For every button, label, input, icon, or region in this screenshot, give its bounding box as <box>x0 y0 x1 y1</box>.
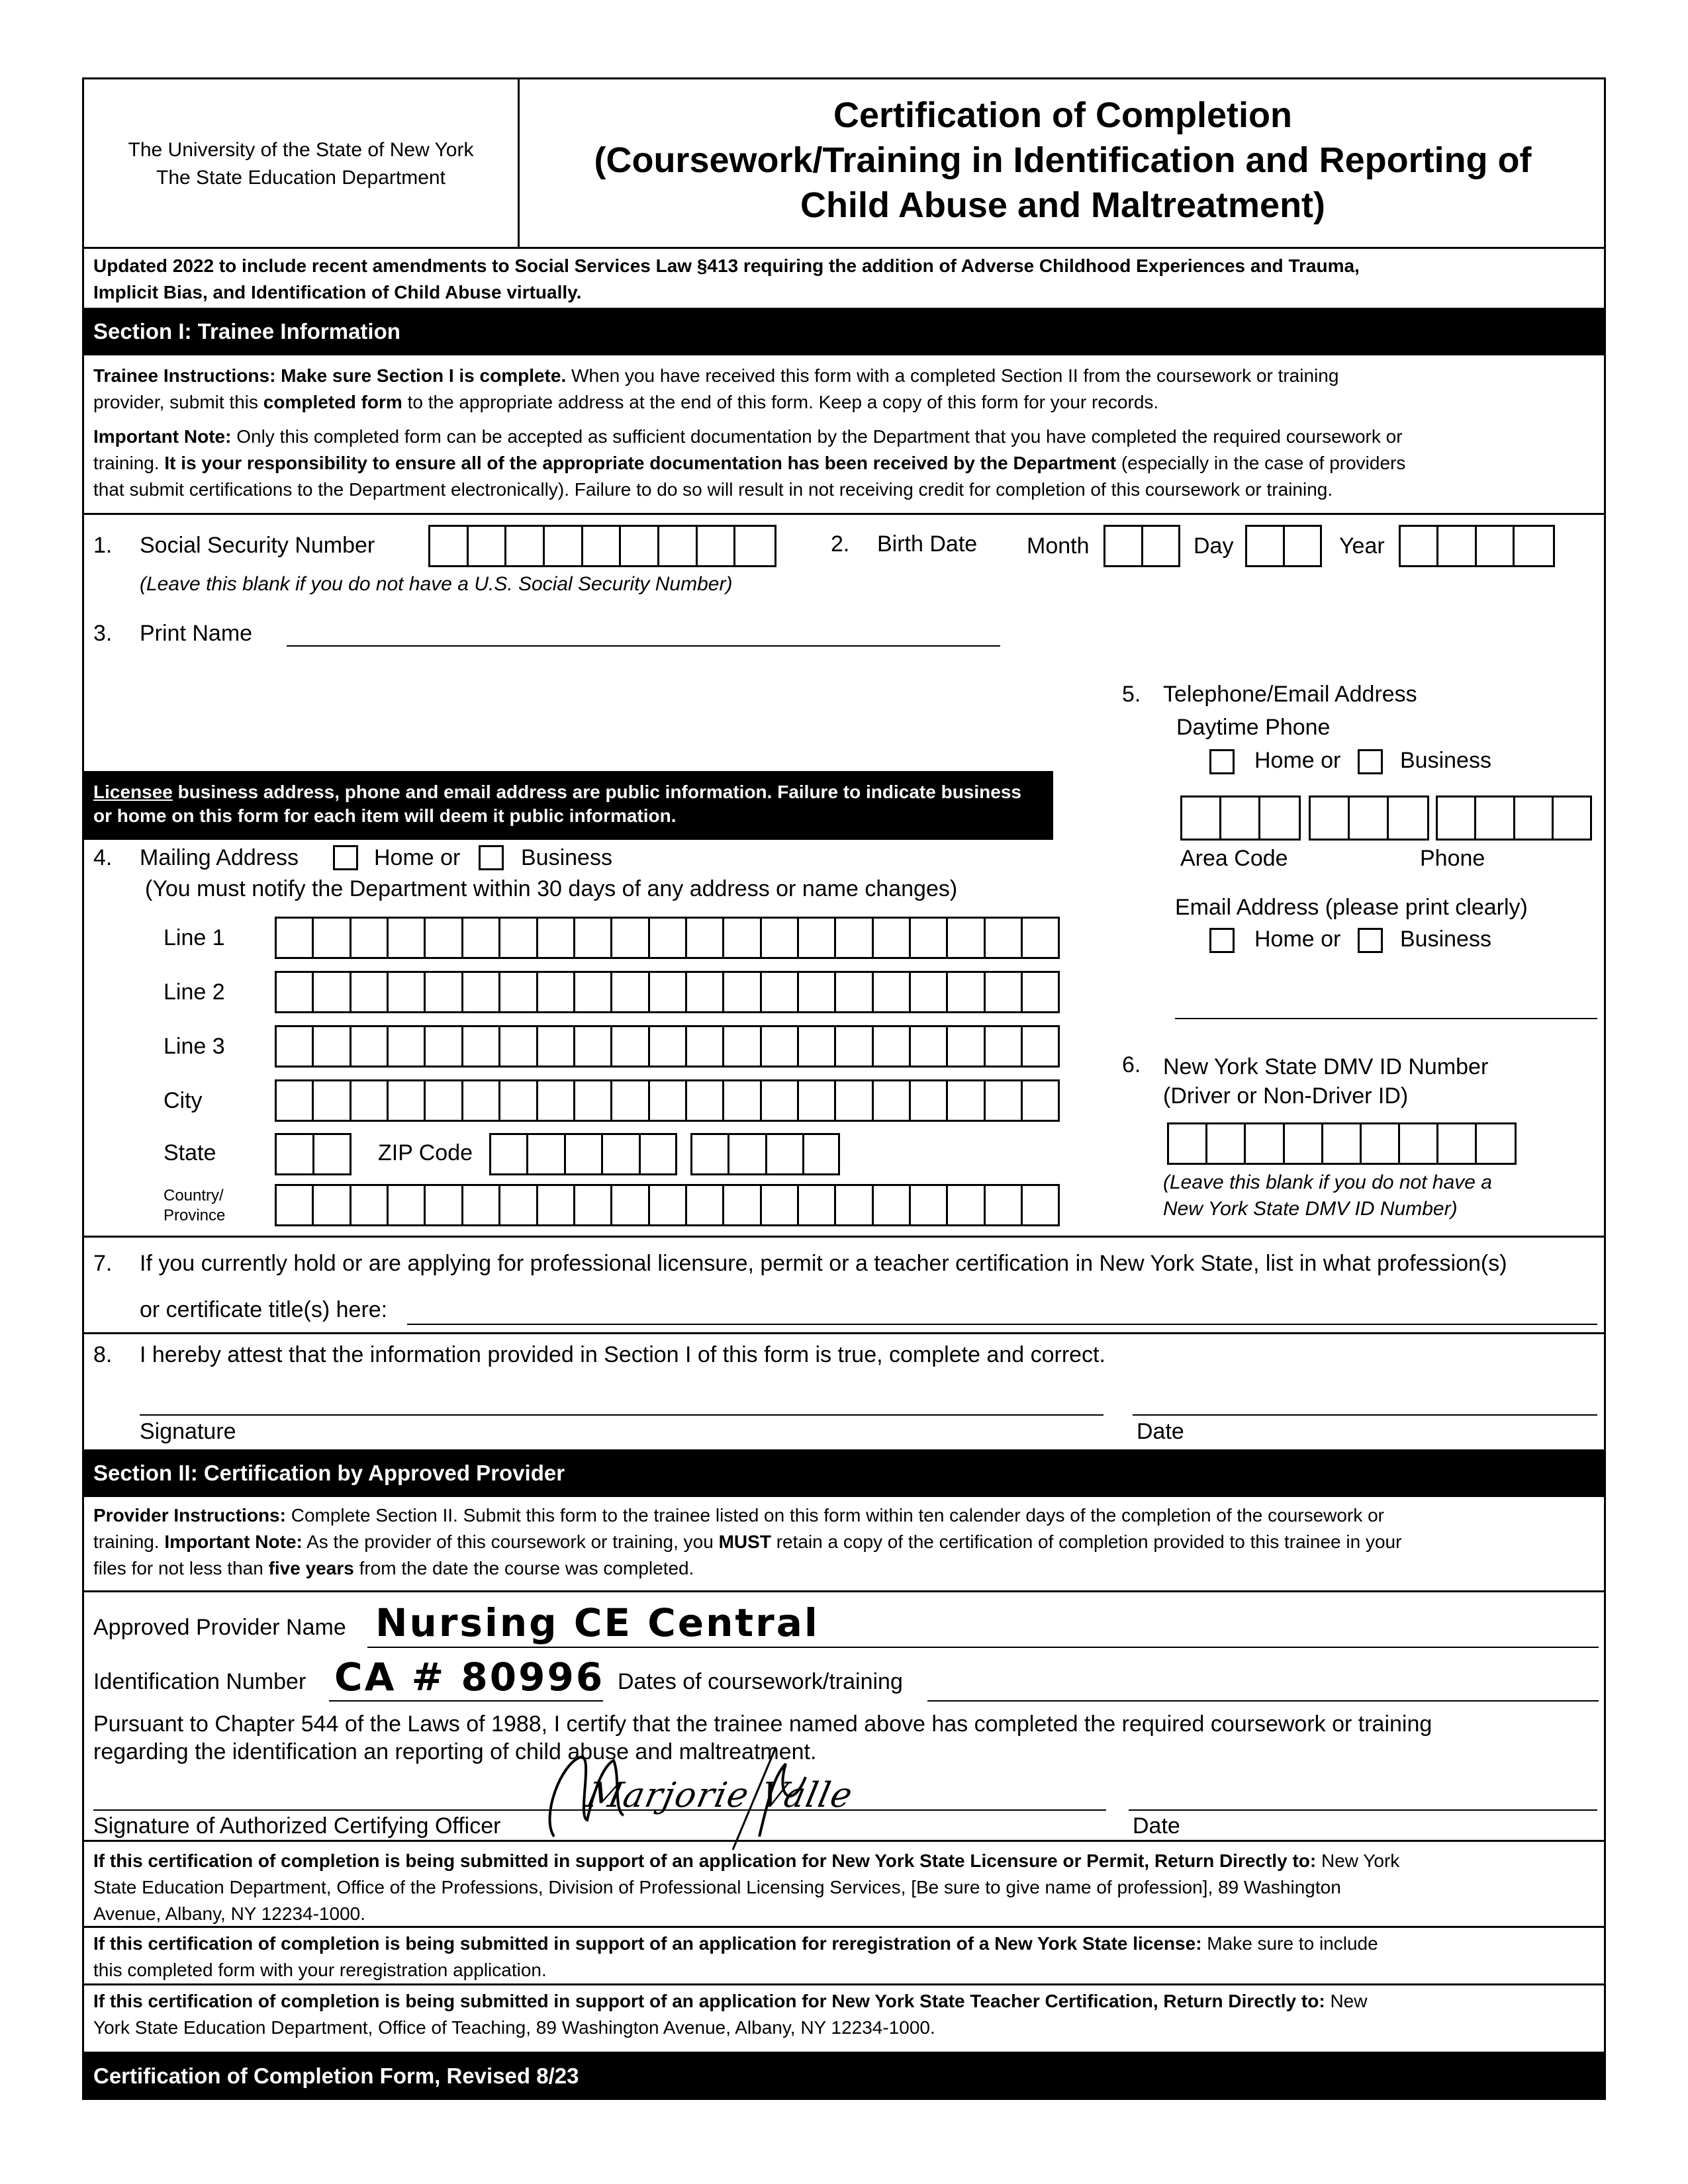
birth-label: Birth Date <box>877 531 978 557</box>
pursuant-text: Pursuant to Chapter 544 of the Laws of 1988, I certify that the trainee named above has completed the required coursework or training regarding the identification an reporting of child abuse and maltreatment. <box>93 1711 1432 1764</box>
section2-title: Section II: Certification by Approved Provider <box>84 1449 1604 1497</box>
id-value: CA # 80996 <box>334 1655 605 1700</box>
mail-label: Mailing Address <box>140 845 299 870</box>
city-input[interactable] <box>275 1079 1060 1122</box>
email-business-label: Business <box>1400 927 1491 952</box>
email-label: Email Address (please print clearly) <box>1175 895 1528 920</box>
daytime-phone-label: Daytime Phone <box>1176 715 1331 740</box>
zip-input[interactable] <box>489 1133 677 1175</box>
email-business-checkbox[interactable] <box>1358 928 1383 953</box>
birth-year-input[interactable] <box>1399 525 1555 567</box>
phone-line-input[interactable] <box>1436 796 1592 841</box>
officer-label: Signature of Authorized Certifying Officer <box>93 1813 501 1839</box>
name-number: 3. <box>93 621 113 646</box>
tel-label: Telephone/Email Address <box>1163 682 1417 707</box>
return-reregistration: If this certification of completion is being submitted in support of an application for reregistration of a New York State license: Make sure to include this completed form with your reregistration application. <box>93 1933 1378 1980</box>
divider <box>84 1332 1604 1334</box>
attest-number: 8. <box>93 1342 113 1367</box>
provider-instructions: Provider Instructions: Complete Section II. Submit this form to the trainee listed on this form within ten calender days of the completion of the coursework or training. Important Note: As the provider of this coursework or training, you MUST retain a copy of the certification of completion provided to this trainee in your files for not less than five years from the date the course was completed. <box>93 1505 1402 1578</box>
country-label: Country/ Province <box>164 1187 226 1224</box>
update-note: Updated 2022 to include recent amendments to Social Services Law §413 requiring the addition of Adverse Childhood Experiences and Trauma, Implicit Bias, and Identification of Child Abuse virtually. <box>93 255 1360 302</box>
print-name-line[interactable] <box>287 645 1000 647</box>
day-label: Day <box>1194 533 1234 559</box>
phone-prefix-input[interactable] <box>1309 796 1429 841</box>
ssn-input[interactable] <box>428 525 776 567</box>
area-code-label: Area Code <box>1180 846 1288 871</box>
provider-value: Nursing CE Central <box>375 1600 820 1645</box>
dmv-label: New York State DMV ID Number (Driver or Non-Driver ID) <box>1163 1054 1489 1109</box>
id-line[interactable] <box>329 1700 603 1702</box>
provider-line[interactable] <box>367 1647 1599 1648</box>
line1-input[interactable] <box>275 917 1060 959</box>
handwritten-signature: Marjorie Valle <box>514 1737 885 1856</box>
tel-number: 5. <box>1122 682 1141 707</box>
signature-stroke <box>514 1737 885 1856</box>
provider-label: Approved Provider Name <box>93 1615 346 1640</box>
trainee-date-line[interactable] <box>1133 1414 1597 1416</box>
year-label: Year <box>1339 533 1385 559</box>
section1-title: Section I: Trainee Information <box>84 308 1604 355</box>
dmv-hint: (Leave this blank if you do not have a New York State DMV ID Number) <box>1163 1171 1492 1220</box>
prof-question-2: or certificate title(s) here: <box>140 1297 388 1322</box>
divider <box>84 1236 1604 1238</box>
licensee-notice: Licensee business address, phone and email address are public information. Failure to indicate business or home on this form for each item will deem it public information. <box>84 771 1053 840</box>
dmv-id-input[interactable] <box>1167 1122 1517 1165</box>
trainee-instructions: Trainee Instructions: Make sure Section I is complete. When you have received this form with a completed Section II from the coursework or training provider, submit this completed form to the appropriate address at the end of this form. Keep a copy of this form for your records. <box>93 365 1339 412</box>
mail-business-label: Business <box>521 845 612 870</box>
dates-line[interactable] <box>927 1700 1599 1702</box>
zip-label: ZIP Code <box>378 1140 473 1165</box>
state-label: State <box>164 1140 216 1165</box>
date-label: Date <box>1137 1419 1184 1444</box>
divider <box>84 513 1604 515</box>
phone-label: Phone <box>1420 846 1485 871</box>
area-code-input[interactable] <box>1180 796 1301 841</box>
birth-month-input[interactable] <box>1103 525 1180 567</box>
birth-day-input[interactable] <box>1245 525 1322 567</box>
ssn-label: Social Security Number <box>140 533 375 558</box>
dates-label: Dates of coursework/training <box>618 1669 903 1694</box>
phone-business-checkbox[interactable] <box>1358 749 1383 774</box>
prof-number: 7. <box>93 1251 113 1276</box>
phone-home-label: Home or <box>1254 748 1341 773</box>
return-teacher: If this certification of completion is being submitted in support of an application for New York State Teacher Certification, Return Directly to: New York State Education Department, Office of Teaching, 89 Washington Avenue, Albany, NY 12234-1000. <box>93 1991 1368 2038</box>
form-footer: Certification of Completion Form, Revised 8/23 <box>84 2052 1604 2100</box>
divider <box>84 1590 1604 1592</box>
name-label: Print Name <box>140 621 253 646</box>
divider <box>84 1926 1604 1928</box>
certification-form <box>82 77 1606 2100</box>
country-input[interactable] <box>275 1184 1060 1226</box>
email-home-label: Home or <box>1254 927 1341 952</box>
id-label: Identification Number <box>93 1669 306 1694</box>
mail-number: 4. <box>93 845 113 870</box>
phone-business-label: Business <box>1400 748 1491 773</box>
zip-plus4-input[interactable] <box>690 1133 840 1175</box>
birth-number: 2. <box>831 531 850 557</box>
trainee-signature-line[interactable] <box>140 1414 1103 1416</box>
important-note: Important Note: Only this completed form can be accepted as sufficient documentation by the Department that you have completed the required coursework or training. It is your responsibility to ensure all of the appropriate documentation has been received by the Department (especially in the case of providers that submit certifications to the Department electronically). Failure to do so will result in not receiving credit for completion of this coursework or training. <box>93 426 1406 500</box>
prof-question: If you currently hold or are applying for professional licensure, permit or a teacher certification in New York State, list in what profession(s) <box>140 1251 1507 1276</box>
line2-label: Line 2 <box>164 979 225 1005</box>
email-line[interactable] <box>1175 1018 1597 1019</box>
page-title: Certification of Completion (Coursework/Training in Identification and Reporting of Child Abuse and Maltreatment) <box>594 95 1532 225</box>
city-label: City <box>164 1088 203 1113</box>
email-home-checkbox[interactable] <box>1209 928 1235 953</box>
ssn-number: 1. <box>93 533 113 558</box>
profession-line[interactable] <box>407 1324 1597 1325</box>
signature-label: Signature <box>140 1419 236 1444</box>
return-licensure: If this certification of completion is being submitted in support of an application for New York State Licensure or Permit, Return Directly to: New York State Education Department, Office of the Professions, Division of Professional Licensing Services, [Be sure to give name of profession], 89 Washington Avenue, Albany, NY 12234-1000. <box>93 1850 1400 1924</box>
officer-date-label: Date <box>1133 1813 1180 1839</box>
dmv-number: 6. <box>1122 1052 1141 1077</box>
mail-home-checkbox[interactable] <box>333 845 358 870</box>
line1-label: Line 1 <box>164 925 225 950</box>
divider <box>84 1840 1604 1842</box>
line3-input[interactable] <box>275 1025 1060 1068</box>
phone-home-checkbox[interactable] <box>1209 749 1235 774</box>
divider <box>84 1983 1604 1985</box>
state-input[interactable] <box>275 1133 352 1175</box>
mail-business-checkbox[interactable] <box>479 845 504 870</box>
ssn-hint: (Leave this blank if you do not have a U.S. Social Security Number) <box>140 573 733 595</box>
mail-hint: (You must notify the Department within 30 days of any address or name changes) <box>145 876 958 901</box>
line2-input[interactable] <box>275 971 1060 1013</box>
mail-home-label: Home or <box>374 845 461 870</box>
month-label: Month <box>1027 533 1090 559</box>
officer-date-line[interactable] <box>1129 1809 1597 1811</box>
org-name: The University of the State of New York The State Education Department <box>128 139 474 189</box>
line3-label: Line 3 <box>164 1034 225 1059</box>
attest-text: I hereby attest that the information provided in Section I of this form is true, complete and correct. <box>140 1342 1105 1367</box>
divider <box>84 247 1604 249</box>
